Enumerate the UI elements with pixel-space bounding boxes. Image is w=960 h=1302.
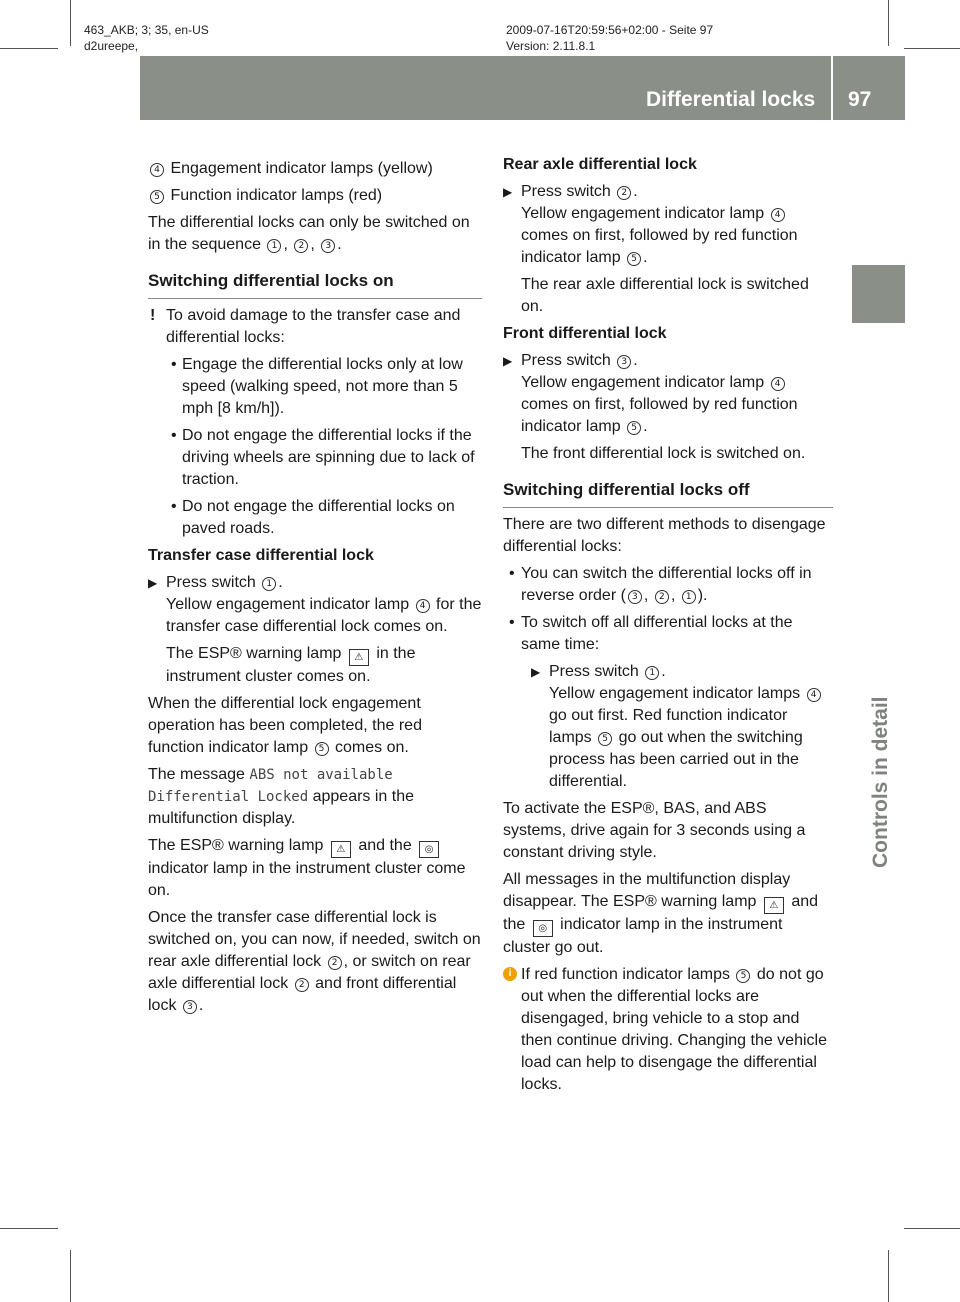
callout-3-icon: 3 (628, 590, 642, 604)
legend-text: Function indicator lamps (red) (170, 187, 383, 204)
meta-left-1: 463_AKB; 3; 35, en-US (84, 23, 209, 37)
callout-5-icon: 5 (598, 732, 612, 746)
page-number: 97 (848, 88, 872, 111)
paragraph-text: go out first. Red function indicator lamps (549, 707, 788, 746)
meta-right-1: 2009-07-16T20:59:56+02:00 - Seite 97 (506, 23, 714, 37)
callout-1-icon: 1 (682, 590, 696, 604)
paragraph-text: indicator lamp in the instrument cluster come on. (148, 860, 466, 899)
bullet-text: You can switch the differential locks off in reverse order ( (521, 565, 812, 604)
crop-mark (904, 48, 960, 49)
paragraph-text: , or switch on rear axle differential lock (148, 953, 471, 992)
callout-5-icon: 5 (150, 190, 164, 204)
bullet-text: Do not engage the differential locks on paved roads. (182, 498, 455, 537)
bullet-text: To switch off all differential locks at the same time: (521, 614, 793, 653)
paragraph-text: comes on first, followed by red function indicator lamp (521, 396, 798, 435)
paragraph-text: and the (503, 893, 819, 933)
legend-item-4 (148, 158, 482, 180)
paragraph-text: appears in the multifunction display. (148, 788, 415, 827)
paragraph-text: All messages in the multifunction display disappear. The ESP® warning lamp (503, 871, 791, 910)
display-message: Differential Locked (148, 789, 309, 805)
paragraph-text: When the differential lock engagement operation has been completed, the red function indicator lamp (148, 695, 422, 756)
bullet-text: Do not engage the differential locks if the driving wheels are spinning due to lack of traction. (182, 427, 475, 488)
step-result (148, 643, 482, 688)
paragraph (503, 869, 833, 959)
paragraph: To activate the ESP®, BAS, and ABS systems, drive again for 3 seconds using a constant driving style. (503, 800, 806, 861)
sequence-paragraph: The differential locks can only be switched on in the sequence 1 , 2 , 3 . (148, 214, 470, 253)
header-separator (831, 56, 833, 120)
paragraph-text: in the instrument cluster comes on. (166, 645, 416, 685)
callout-3-icon: 3 (183, 1000, 197, 1014)
callout-5-icon: 5 (315, 742, 329, 756)
esp-warning-icon: ⚠ (764, 897, 784, 914)
callout-5-icon: 5 (627, 252, 641, 266)
callout-1-icon: 1 (645, 666, 659, 680)
paragraph-text: To avoid damage to the transfer case and differential locks: (166, 307, 461, 346)
paragraph-text: The message (148, 766, 245, 783)
callout-4-icon: 4 (807, 688, 821, 702)
crop-mark (888, 1250, 889, 1302)
step-result (503, 683, 833, 793)
callout-2-icon: 2 (328, 956, 342, 970)
paragraph-text: and front differential lock (148, 975, 457, 1014)
print-metadata-right (506, 22, 713, 54)
legend-item-5 (148, 185, 482, 207)
paragraph (148, 764, 482, 830)
arrow-icon: ▶ (148, 576, 158, 590)
info-icon: i (503, 967, 517, 981)
abs-indicator-icon: ◎ (533, 920, 553, 937)
section-heading: Switching differential locks off (503, 479, 833, 508)
paragraph-text: The differential locks can only be switched on in the sequence (148, 214, 470, 253)
step-result (148, 594, 482, 638)
step-result: The front differential lock is switched on. (521, 445, 806, 462)
callout-1-icon: 1 (267, 239, 281, 253)
paragraph-text: Yellow engagement indicator lamp (521, 205, 765, 222)
step-text: Press switch (521, 183, 611, 200)
bullet-icon: • (509, 565, 515, 582)
bullet-item (148, 425, 482, 491)
warning-icon: ! (150, 307, 156, 324)
callout-4-icon: 4 (416, 599, 430, 613)
bullet-item: • You can switch the differential locks off in reverse order ( 3 , 2 , 1 ). (509, 565, 812, 604)
paragraph-text: for the transfer case differential lock comes on. (166, 596, 482, 635)
subsection-heading: Rear axle differential lock (503, 156, 697, 173)
meta-left-2: d2ureepe, (84, 39, 139, 53)
paragraph: Once the transfer case differential lock is switched on, you can now, if needed, switch on rear axle differential lock 2 , or switch on rear axle differential lock 2 and front differential lock 3 . (148, 909, 481, 1014)
paragraph-text: and the (358, 837, 412, 854)
paragraph-text: comes on first, followed by red function indicator lamp (521, 227, 798, 266)
esp-warning-icon: ⚠ (331, 841, 351, 858)
print-metadata-left (84, 22, 209, 54)
arrow-icon: ▶ (503, 185, 513, 199)
bullet-item (148, 354, 482, 420)
callout-4-icon: 4 (150, 163, 164, 177)
paragraph: There are two different methods to disengage differential locks: (503, 516, 826, 555)
paragraph-text: Yellow engagement indicator lamp (521, 374, 765, 391)
paragraph (148, 835, 482, 902)
crop-mark (0, 48, 58, 49)
paragraph-text: comes on. (335, 739, 409, 756)
paragraph-text: If red function indicator lamps (521, 966, 730, 983)
step-result: Yellow engagement indicator lamp 4 comes on first, followed by red function indicator lamp 5 . (521, 205, 798, 266)
instruction-step: ▶ Press switch 2 . (503, 181, 833, 203)
step-text: Press switch (166, 574, 256, 591)
instruction-step: ▶ Press switch 1 . (148, 572, 482, 594)
abs-indicator-icon: ◎ (419, 841, 439, 858)
side-tab-label: Controls in detail (869, 696, 892, 868)
paragraph-text: Yellow engagement indicator lamps (549, 685, 801, 702)
crop-mark (70, 1250, 71, 1302)
crop-mark (70, 0, 71, 46)
meta-right-2: Version: 2.11.8.1 (506, 39, 596, 53)
bullet-item (148, 496, 482, 540)
instruction-step: ▶ Press switch 1 . (503, 661, 833, 683)
callout-2-icon: 2 (617, 186, 631, 200)
callout-2-icon: 2 (655, 590, 669, 604)
callout-2-icon: 2 (294, 239, 308, 253)
display-message: ABS not available (249, 767, 393, 783)
callout-5-icon: 5 (627, 421, 641, 435)
paragraph-text: do not go out when the differential locks are disengaged, bring vehicle to a stop and then continue driving. Changing the vehicle load can help to disengage the differential locks. (521, 966, 827, 1093)
right-column (503, 154, 833, 1101)
crop-mark (0, 1228, 58, 1229)
crop-mark (888, 0, 889, 46)
paragraph (148, 693, 482, 759)
instruction-step: ▶ Press switch 3 . (503, 350, 833, 372)
step-result: Yellow engagement indicator lamp 4 comes on first, followed by red function indicator lamp 5 . (521, 374, 798, 435)
page-title: Differential locks (646, 88, 816, 111)
bullet-icon: • (171, 427, 177, 444)
legend-text: Engagement indicator lamps (yellow) (170, 160, 433, 177)
callout-5-icon: 5 (736, 969, 750, 983)
warning-note (148, 305, 482, 349)
paragraph-text: go out when the switching process has been carried out in the differential. (549, 729, 803, 790)
paragraph-text: The ESP® warning lamp (166, 645, 342, 662)
callout-3-icon: 3 (321, 239, 335, 253)
bullet-icon: • (171, 356, 177, 373)
callout-2-icon: 2 (295, 978, 309, 992)
step-text: Press switch (521, 352, 611, 369)
subsection-heading: Transfer case differential lock (148, 547, 374, 564)
esp-warning-icon: ⚠ (349, 649, 369, 666)
callout-4-icon: 4 (771, 377, 785, 391)
section-heading: Switching differential locks on (148, 270, 482, 299)
arrow-icon: ▶ (531, 665, 541, 679)
paragraph-text: Yellow engagement indicator lamp (166, 596, 410, 613)
paragraph-text: indicator lamp in the instrument cluster go out. (503, 916, 783, 956)
step-text: Press switch (549, 663, 639, 680)
callout-4-icon: 4 (771, 208, 785, 222)
paragraph-text: Once the transfer case differential lock is switched on, you can now, if needed, switch on rear axle differential lock (148, 909, 481, 970)
arrow-icon: ▶ (503, 354, 513, 368)
paragraph-text: The ESP® warning lamp (148, 837, 324, 854)
callout-1-icon: 1 (262, 577, 276, 591)
subsection-heading: Front differential lock (503, 325, 667, 342)
left-column (148, 158, 482, 1022)
callout-3-icon: 3 (617, 355, 631, 369)
bullet-icon: • (509, 614, 515, 631)
crop-mark (904, 1228, 960, 1229)
bullet-item (503, 612, 833, 656)
bullet-icon: • (171, 498, 177, 515)
step-result: The rear axle differential lock is switched on. (521, 276, 809, 315)
info-note (503, 964, 833, 1096)
bullet-text: Engage the differential locks only at low speed (walking speed, not more than 5 mph [8 km/h]). (182, 356, 463, 417)
